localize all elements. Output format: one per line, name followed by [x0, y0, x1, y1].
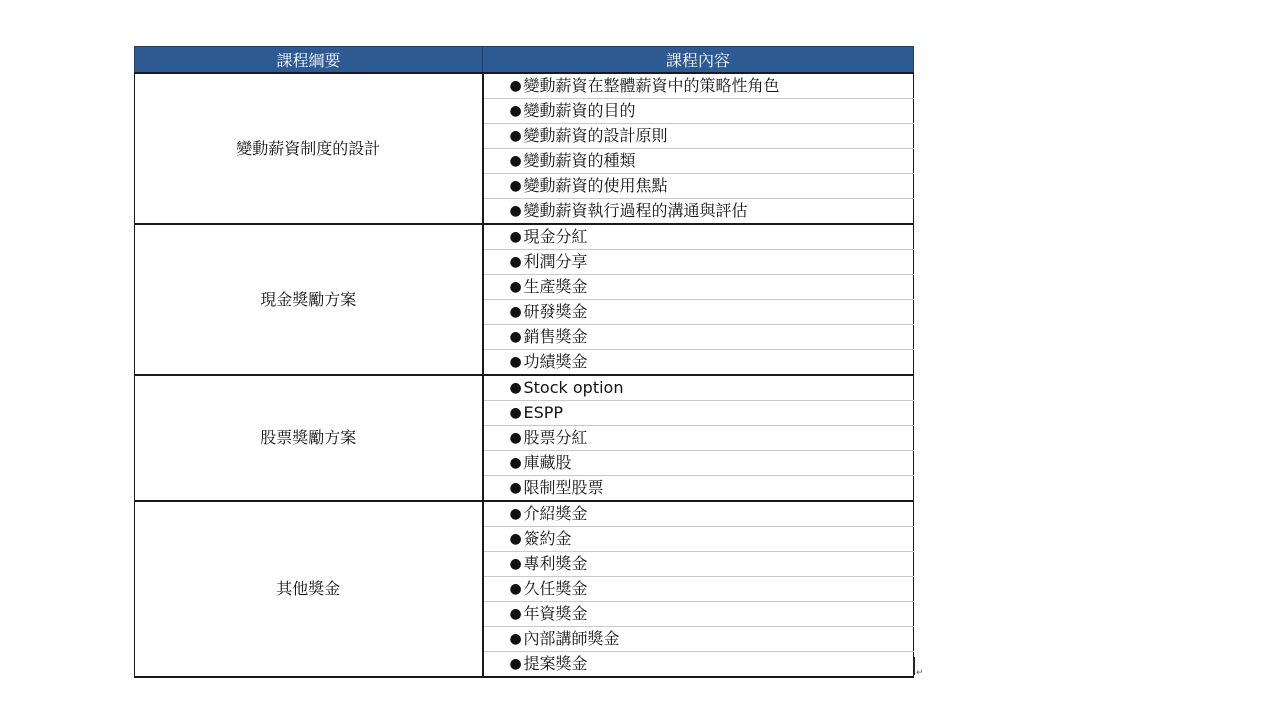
content-item-cell: [483, 124, 914, 149]
bullet-icon: ●: [509, 329, 522, 345]
content-item-cell: [483, 451, 914, 476]
content-item-cell: [483, 300, 914, 325]
content-item-text: 限制型股票: [523, 478, 604, 497]
content-item-cell: [483, 426, 914, 451]
table-row: [135, 73, 914, 99]
paragraph-mark: ↵: [916, 668, 924, 678]
content-item-text: 內部講師獎金: [523, 629, 620, 648]
bullet-icon: ●: [509, 304, 522, 320]
content-item-cell: [483, 99, 914, 124]
course-outline-table: [134, 46, 914, 678]
content-item-cell: [483, 401, 914, 426]
content-item-text: 變動薪資執行過程的溝通與評估: [523, 201, 748, 220]
section-title-cell: 變動薪資制度的設計: [135, 73, 483, 224]
bullet-icon: ●: [509, 581, 522, 597]
table-row: [135, 224, 914, 250]
content-item-text: 變動薪資的目的: [523, 101, 636, 120]
content-item-text: 庫藏股: [523, 453, 572, 472]
text-cursor: [913, 657, 915, 675]
bullet-icon: ●: [509, 506, 522, 522]
content-item-text: 提案獎金: [523, 654, 588, 673]
content-item-cell: [483, 250, 914, 275]
content-item-text: 年資獎金: [523, 604, 588, 623]
content-item-cell: [483, 199, 914, 225]
table-body: [135, 73, 914, 677]
section-title-cell: 現金獎勵方案: [135, 224, 483, 375]
bullet-icon: ●: [509, 455, 522, 471]
content-item-text: 變動薪資在整體薪資中的策略性角色: [523, 76, 780, 95]
content-item-text: 銷售獎金: [523, 327, 588, 346]
table-row: [135, 501, 914, 527]
content-item-cell: [483, 275, 914, 300]
content-item-text: 現金分紅: [523, 227, 588, 246]
content-item-text: 變動薪資的種類: [523, 151, 636, 170]
content-item-cell: [483, 224, 914, 250]
bullet-icon: ●: [509, 430, 522, 446]
content-item-text: 生產獎金: [523, 277, 588, 296]
content-item-cell: [483, 552, 914, 577]
content-item-text: 利潤分享: [523, 252, 588, 271]
content-item-cell: [483, 174, 914, 199]
content-item-cell: [483, 652, 914, 678]
content-item-cell: [483, 73, 914, 99]
content-item-cell: [483, 375, 914, 401]
content-item-text: ESPP: [523, 403, 564, 422]
content-item-cell: [483, 476, 914, 502]
content-item-cell: [483, 501, 914, 527]
bullet-icon: ●: [509, 254, 522, 270]
content-item-text: 久任獎金: [523, 579, 588, 598]
header-course-content: 課程內容: [483, 47, 914, 74]
table-row: [135, 375, 914, 401]
content-item-cell: [483, 602, 914, 627]
content-item-text: 介紹獎金: [523, 504, 588, 523]
header-course-outline: 課程綱要: [135, 47, 483, 74]
content-item-cell: [483, 527, 914, 552]
content-item-text: 專利獎金: [523, 554, 588, 573]
bullet-icon: ●: [509, 405, 522, 421]
content-item-text: 變動薪資的使用焦點: [523, 176, 668, 195]
bullet-icon: ●: [509, 103, 522, 119]
bullet-icon: ●: [509, 203, 522, 219]
content-item-text: Stock option: [523, 378, 624, 397]
content-item-text: 簽約金: [523, 529, 572, 548]
bullet-icon: ●: [509, 229, 522, 245]
bullet-icon: ●: [509, 606, 522, 622]
content-item-text: 股票分紅: [523, 428, 588, 447]
bullet-icon: ●: [509, 354, 522, 370]
content-item-cell: [483, 627, 914, 652]
bullet-icon: ●: [509, 556, 522, 572]
bullet-icon: ●: [509, 380, 522, 396]
bullet-icon: ●: [509, 78, 522, 94]
content-item-text: 變動薪資的設計原則: [523, 126, 668, 145]
section-title-cell: 股票獎勵方案: [135, 375, 483, 501]
content-item-text: 研發獎金: [523, 302, 588, 321]
bullet-icon: ●: [509, 178, 522, 194]
bullet-icon: ●: [509, 656, 522, 672]
content-item-text: 功績獎金: [523, 352, 588, 371]
bullet-icon: ●: [509, 480, 522, 496]
content-item-cell: [483, 325, 914, 350]
bullet-icon: ●: [509, 128, 522, 144]
content-item-cell: [483, 350, 914, 376]
bullet-icon: ●: [509, 279, 522, 295]
table-header-row: [135, 47, 914, 74]
bullet-icon: ●: [509, 153, 522, 169]
content-item-cell: [483, 577, 914, 602]
bullet-icon: ●: [509, 631, 522, 647]
content-item-cell: [483, 149, 914, 174]
section-title-cell: 其他獎金: [135, 501, 483, 677]
bullet-icon: ●: [509, 531, 522, 547]
